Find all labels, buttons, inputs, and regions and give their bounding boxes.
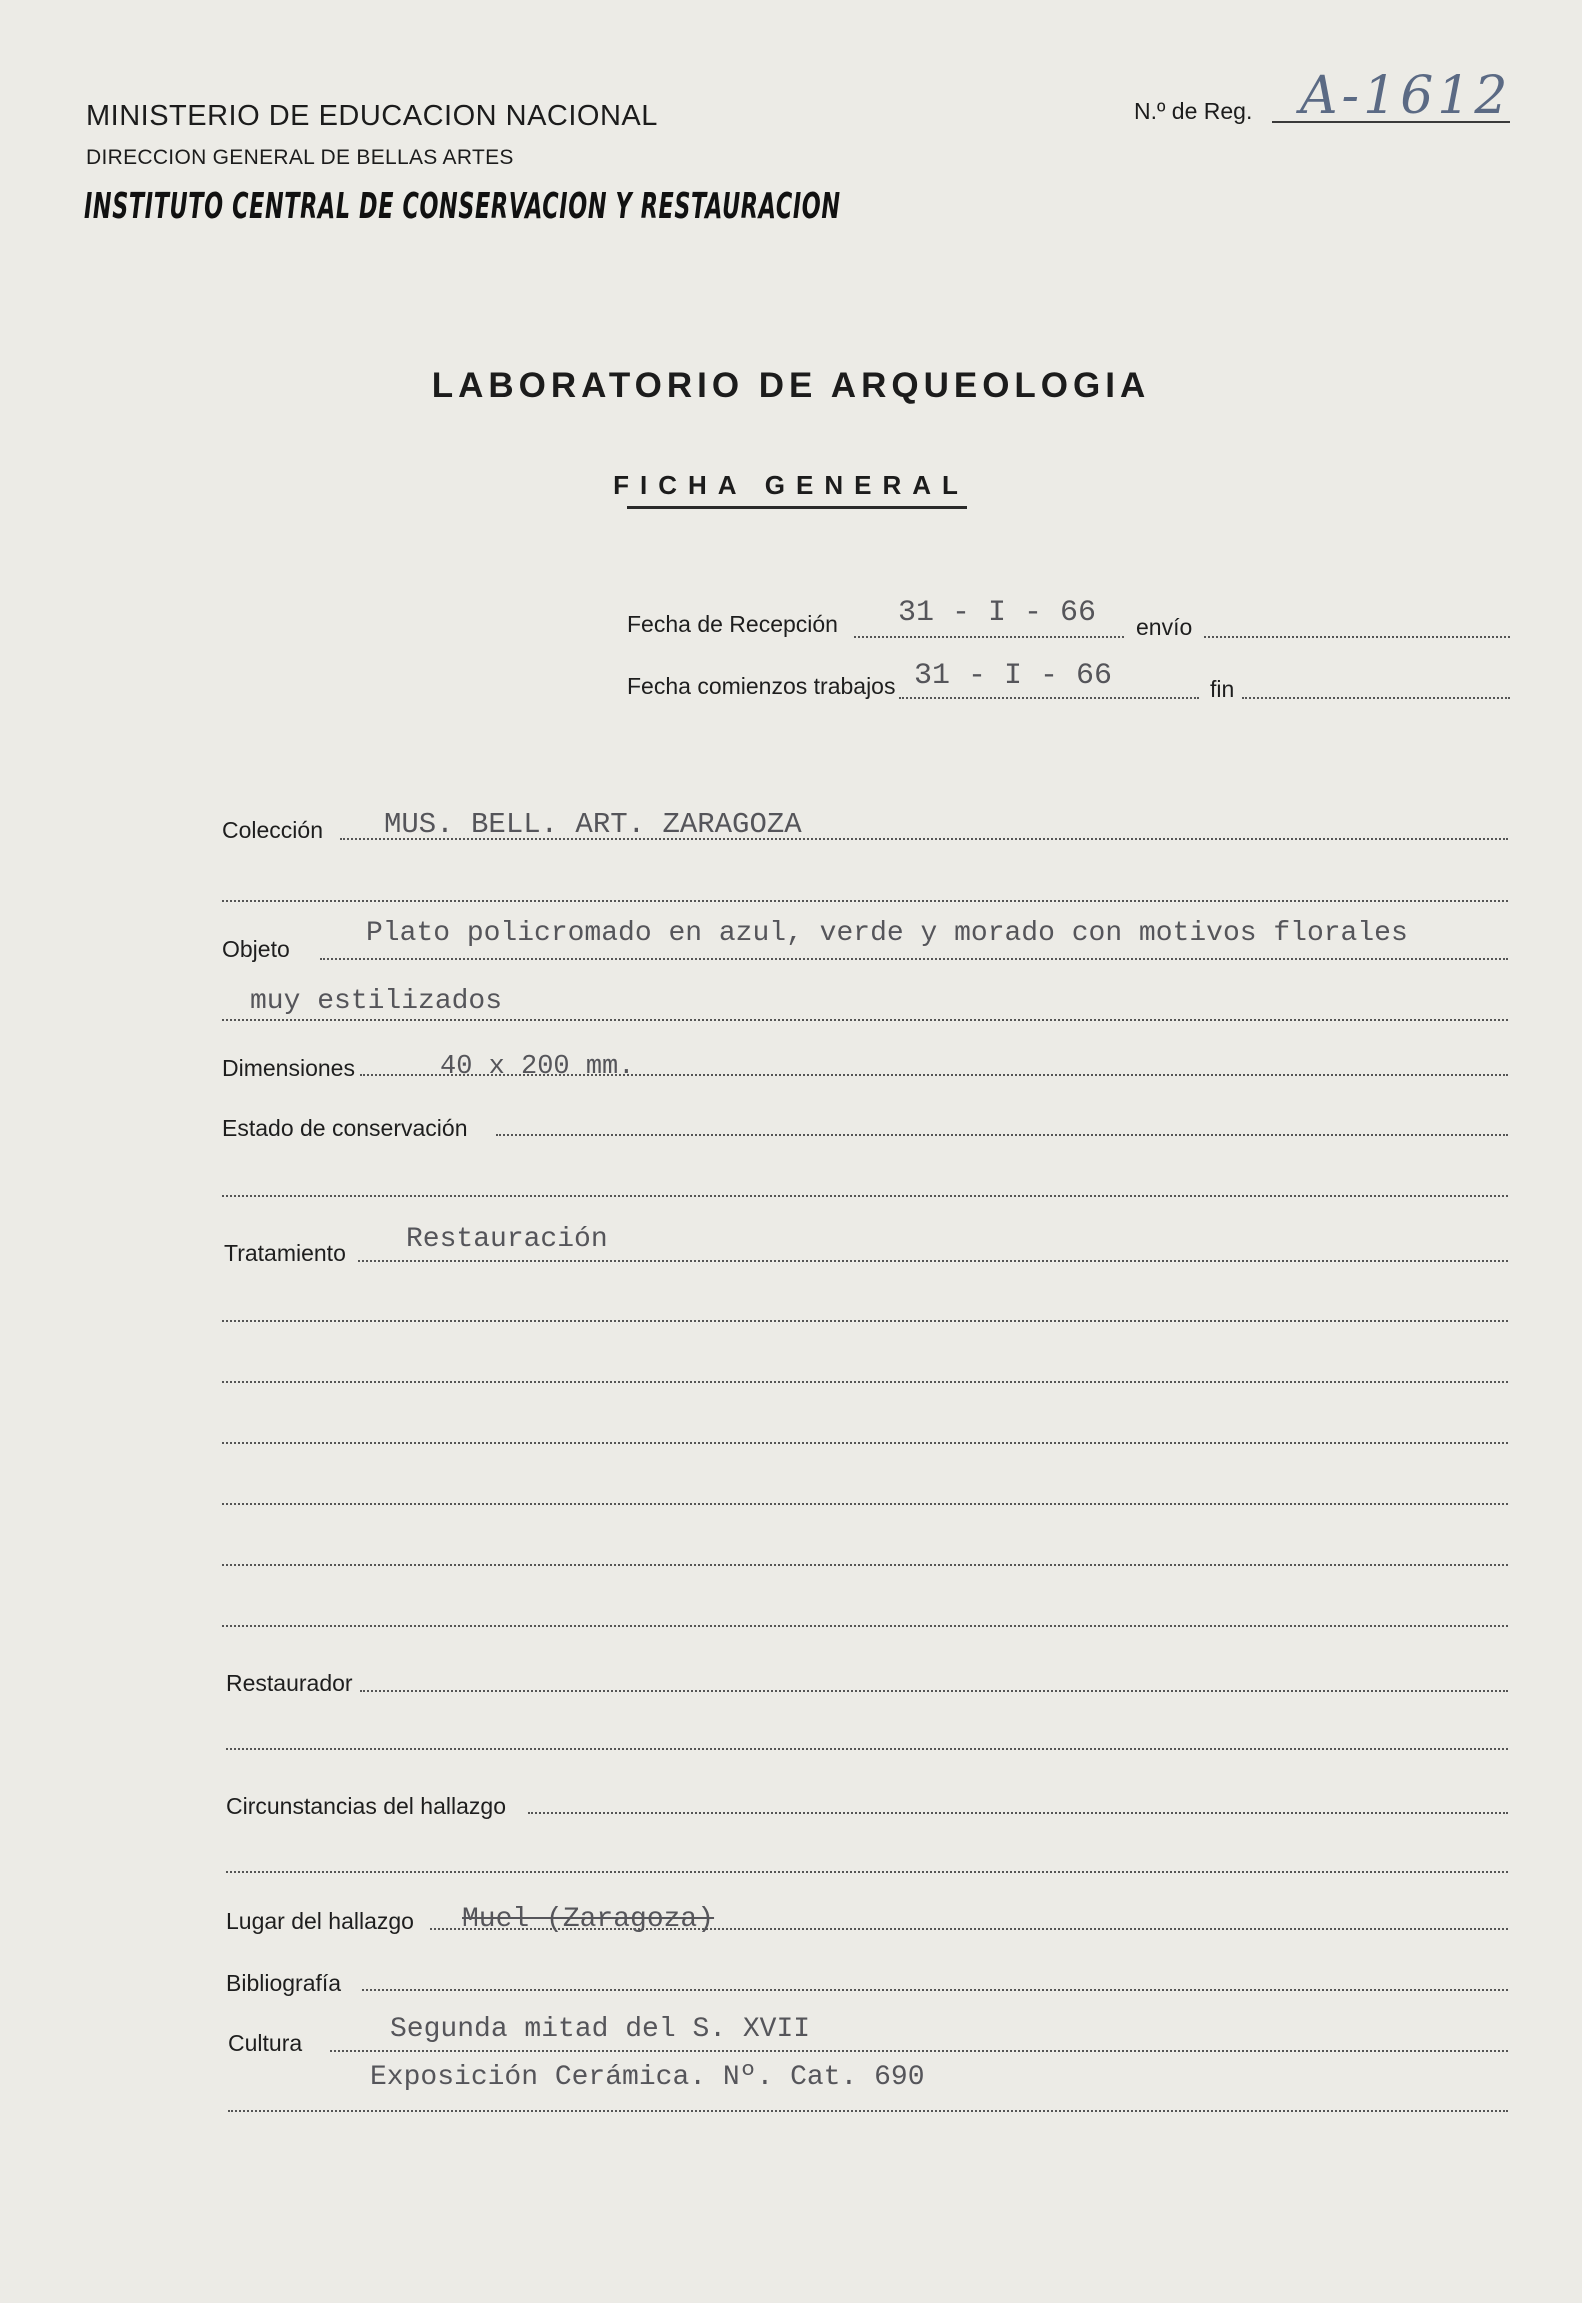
treatment-line-7 <box>222 1625 1508 1627</box>
restorer-line <box>360 1690 1508 1692</box>
start-date-line <box>899 697 1199 699</box>
registry-number-label: N.º de Reg. <box>1134 98 1253 124</box>
directorate-heading: DIRECCION GENERAL DE BELLAS ARTES <box>86 146 514 169</box>
envio-label: envío <box>1136 614 1193 640</box>
treatment-line-4 <box>222 1442 1508 1444</box>
restorer-label: Restaurador <box>226 1670 353 1696</box>
treatment-label: Tratamiento <box>224 1240 346 1266</box>
collection-line-2 <box>222 900 1508 902</box>
treatment-line-5 <box>222 1503 1508 1505</box>
discovery-circumstances-label: Circunstancias del hallazgo <box>226 1793 506 1819</box>
institute-heading: INSTITUTO CENTRAL DE CONSERVACION Y RESTAURACION <box>84 186 841 227</box>
start-date-label: Fecha comienzos trabajos <box>627 673 896 699</box>
dimensions-value: 40 x 200 mm. <box>440 1052 635 1082</box>
laboratory-title: LABORATORIO DE ARQUEOLOGIA <box>431 366 1151 405</box>
reception-date-value: 31 - I - 66 <box>898 596 1097 630</box>
discovery-place-label: Lugar del hallazgo <box>226 1908 414 1934</box>
ministry-heading: MINISTERIO DE EDUCACION NACIONAL <box>86 100 658 132</box>
condition-label: Estado de conservación <box>222 1115 468 1141</box>
form-title-underline <box>627 506 967 509</box>
culture-value-line2: Exposición Cerámica. Nº. Cat. 690 <box>370 2062 925 2093</box>
treatment-line-3 <box>222 1381 1508 1383</box>
discovery-circumstances-line-2 <box>226 1871 1508 1873</box>
fin-label: fin <box>1210 676 1235 702</box>
treatment-line-2 <box>222 1320 1508 1322</box>
start-date-value: 31 - I - 66 <box>914 659 1113 693</box>
fin-line <box>1242 697 1510 699</box>
bibliography-line <box>362 1989 1508 1991</box>
object-label: Objeto <box>222 936 290 962</box>
culture-line-2 <box>228 2110 1508 2112</box>
collection-label: Colección <box>222 817 323 843</box>
discovery-circumstances-line <box>528 1812 1508 1814</box>
discovery-place-value: Muel (Zaragoza) <box>462 1904 715 1935</box>
object-line-2 <box>222 1019 1508 1021</box>
culture-line <box>330 2050 1508 2052</box>
registry-number-value: A-1612 <box>1300 66 1512 126</box>
reception-date-label: Fecha de Recepción <box>627 611 838 637</box>
restorer-line-2 <box>226 1748 1508 1750</box>
reception-date-line <box>854 636 1124 638</box>
object-value-line1: Plato policromado en azul, verde y morado con motivos florales <box>366 918 1408 949</box>
treatment-value: Restauración <box>406 1224 608 1255</box>
culture-value-line1: Segunda mitad del S. XVII <box>390 2014 811 2045</box>
culture-label: Cultura <box>228 2030 303 2056</box>
condition-line-2 <box>222 1195 1508 1197</box>
condition-line <box>496 1134 1508 1136</box>
bibliography-label: Bibliografía <box>226 1970 342 1996</box>
object-line <box>320 958 1508 960</box>
envio-line <box>1204 636 1510 638</box>
object-value-line2: muy estilizados <box>250 986 503 1017</box>
dimensions-label: Dimensiones <box>222 1055 355 1081</box>
treatment-line-6 <box>222 1564 1508 1566</box>
treatment-line <box>358 1260 1508 1262</box>
form-title: FICHA GENERAL <box>613 470 969 500</box>
collection-value: MUS. BELL. ART. ZARAGOZA <box>384 808 802 841</box>
